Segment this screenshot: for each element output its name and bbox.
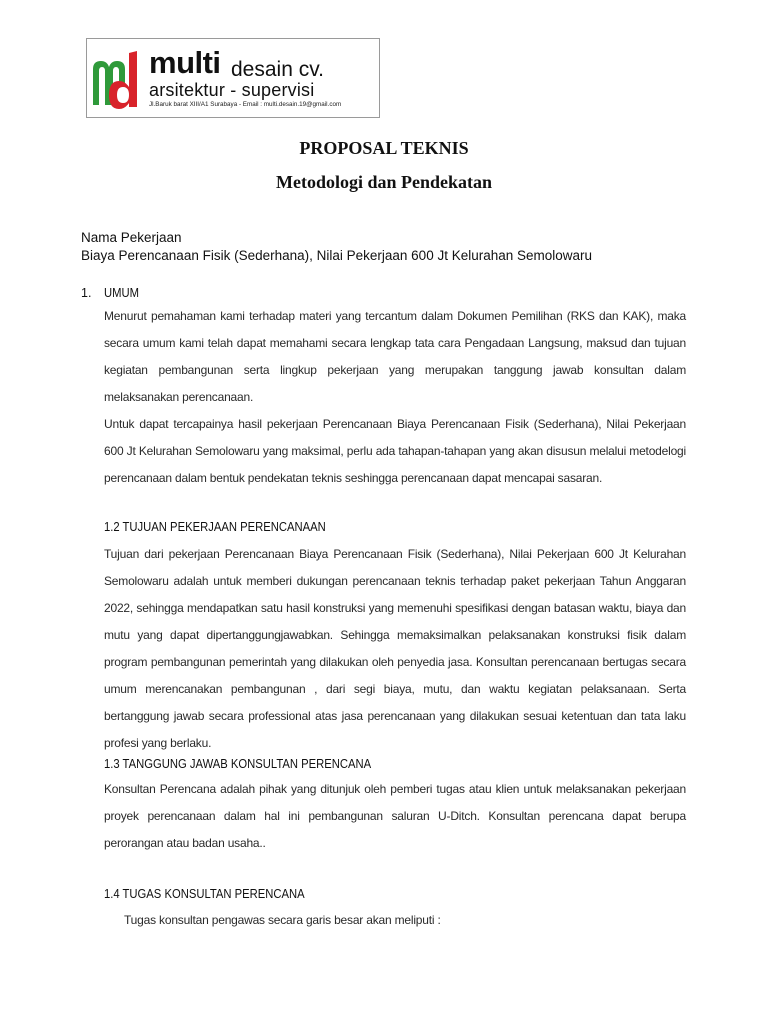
company-name: multi	[149, 45, 221, 80]
section-heading-umum: UMUM	[104, 286, 140, 300]
letterhead	[86, 38, 380, 118]
job-name: Biaya Perencanaan Fisik (Sederhana), Nilai Pekerjaan 600 Jt Kelurahan Semolowaru	[81, 248, 593, 263]
section-heading-tanggung-jawab: 1.3 TANGGUNG JAWAB KONSULTAN PERENCANA	[104, 757, 372, 771]
company-logo	[89, 47, 149, 113]
job-label: Nama Pekerjaan	[81, 230, 182, 245]
document-subtitle: Metodologi dan Pendekatan	[275, 172, 493, 192]
document-title: PROPOSAL TEKNIS	[299, 138, 469, 158]
company-suffix: desain cv.	[231, 58, 324, 81]
section-heading-tugas: 1.4 TUGAS KONSULTAN PERENCANA	[104, 887, 305, 901]
section-paragraph: Untuk dapat tercapainya hasil pekerjaan Perencanaan Biaya Perencanaan Fisik (Sederhana), Nilai Pekerjaan 600 Jt Kelurahan Semolowaru yang maksimal, perlu ada tahapan-tahapan yang akan disusun melalui metodelogi perencanaan dalam bentuk pendekatan teknis seshingga perencanaan dapat mencapai sasaran.	[104, 417, 686, 485]
section-heading-tujuan: 1.2 TUJUAN PEKERJAAN PERENCANAAN	[104, 520, 326, 534]
section-paragraph: Tugas konsultan pengawas secara garis besar akan meliputi :	[124, 913, 441, 927]
section-paragraph: Konsultan Perencana adalah pihak yang ditunjuk oleh pemberi tugas atau klien untuk melaksanakan pekerjaan proyek perencanaan dalam hal ini pembangunan saluran U-Ditch. Konsultan perencana dapat berupa perorangan atau badan usaha..	[104, 782, 686, 850]
section-paragraph: Tujuan dari pekerjaan Perencanaan Biaya Perencanaan Fisik (Sederhana), Nilai Pekerjaan 600 Jt Kelurahan Semolowaru adalah untuk memberi dukungan perencanaan teknis terhadap paket pekerjaan Tahun Anggaran 2022, sehingga mendapatkan satu hasil konstruksi yang memenuhi spesifikasi dengan batasan waktu, biaya dan mutu yang dapat dipertanggungjawabkan. Sehingga memaksimalkan pelaksanakan konstruksi fisik dalam program pembangunan pemerintah yang dilakukan oleh penyedia jasa. Konsultan perencanaan bertugas secara umum merencanakan pembangunan , dari segi biaya, mutu, dan waktu kegiatan pelaksanaan. Serta bertanggung jawab secara professional atas jasa perencanaan yang dilakukan sesuai ketentuan dan tata laku profesi yang berlaku.	[104, 547, 686, 750]
company-tagline: arsitektur - supervisi	[149, 80, 315, 100]
section-number: 1.	[81, 286, 92, 300]
section-paragraph: Menurut pemahaman kami terhadap materi yang tercantum dalam Dokumen Pemilihan (RKS dan KAK), maka secara umum kami telah dapat memahami secara lengkap tata cara Pengadaan Langsung, maksud dan tujuan kegiatan pembangunan serta lingkup pekerjaan yang merupakan tanggung jawab konsultan dalam melaksanakan perencanaan.	[104, 309, 686, 404]
company-address: Jl.Baruk barat XIII/A1 Surabaya - Email : multi.desain.19@gmail.com	[149, 101, 342, 108]
